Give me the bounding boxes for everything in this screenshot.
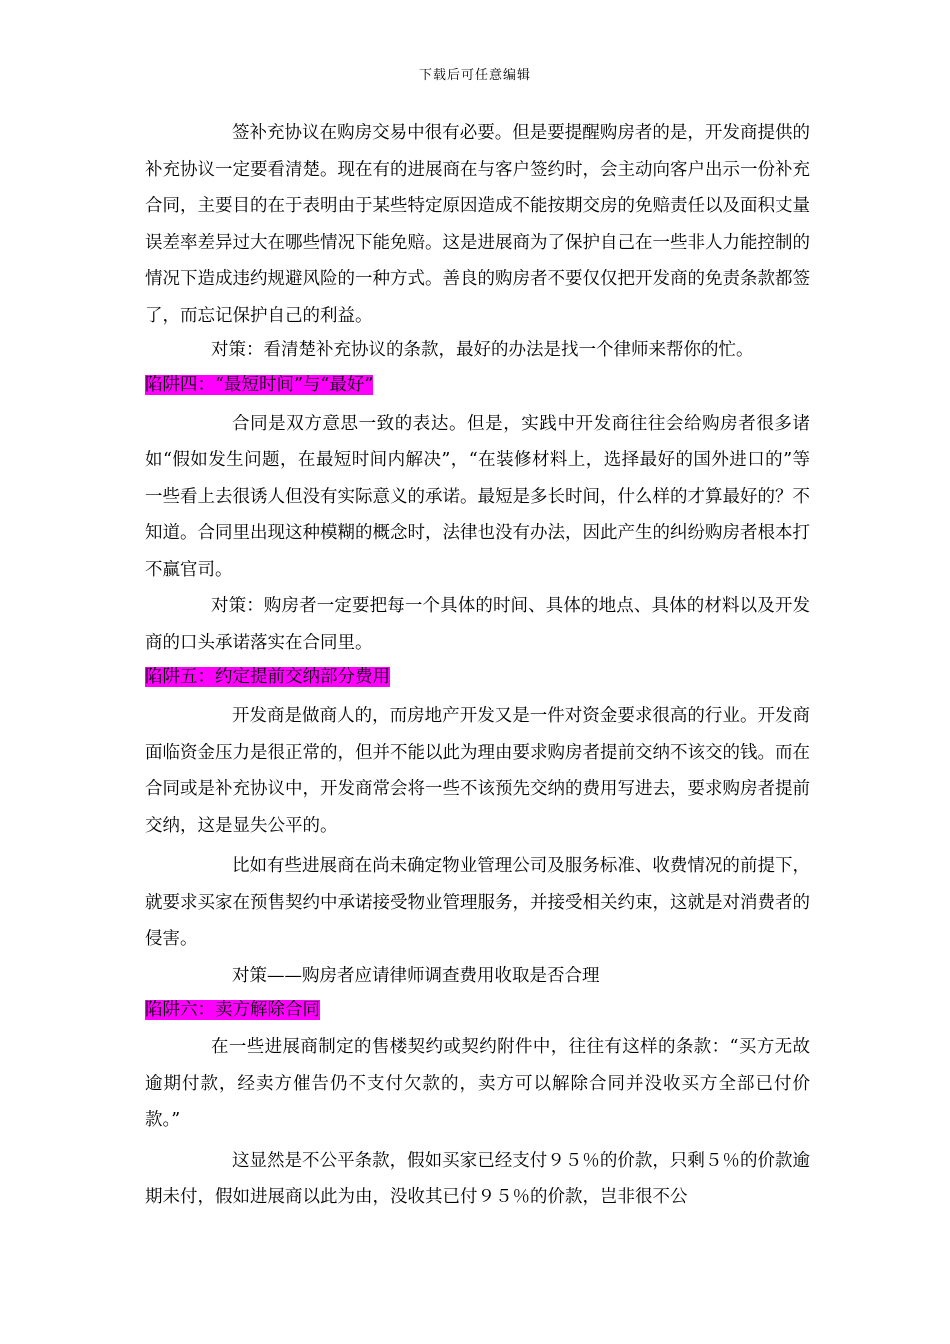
countermeasure: 对策——购房者应请律师调查费用收取是否合理 bbox=[232, 965, 600, 986]
section-heading-4 bbox=[145, 369, 810, 402]
countermeasure: 对策：购房者一定要把每一个具体的时间、具体的地点、具体的材料以及开发商的口头承诺落实在合同里。 bbox=[145, 596, 810, 653]
paragraph: 在一些进展商制定的售楼契约或契约附件中，往往有这样的条款：“买方无故逾期付款，经卖方催告仍不支付欠款的，卖方可以解除合同并没收买方全部已付价款。” bbox=[145, 1037, 810, 1130]
paragraph: 比如有些进展商在尚未确定物业管理公司及服务标准、收费情况的前提下，就要求买家在预售契约中承诺接受物业管理服务，并接受相关约束，这就是对消费者的侵害。 bbox=[145, 856, 810, 949]
document-body bbox=[145, 115, 810, 1216]
page-header: 下载后可任意编辑 bbox=[418, 68, 531, 83]
section-heading-5 bbox=[145, 661, 810, 694]
heading-highlight: 陷阱五：约定提前交纳部分费用 bbox=[145, 667, 390, 687]
countermeasure: 对策：看清楚补充协议的条款，最好的办法是找一个律师来帮你的忙。 bbox=[211, 340, 754, 360]
paragraph: 开发商是做商人的，而房地产开发又是一件对资金要求很高的行业。开发商面临资金压力是很正常的，但并不能以此为理由要求购房者提前交纳不该交的钱。而在合同或是补充协议中，开发商常会将一些不该预先交纳的费用写进去，要求购房者提前交纳，这是显失公平的。 bbox=[145, 706, 810, 836]
heading-highlight: 陷阱四：“最短时间”与“最好” bbox=[145, 374, 374, 395]
paragraph: 这显然是不公平条款，假如买家已经支付９５％的价款，只剩５％的价款逾期未付，假如进展商以此为由，没收其已付９５％的价款，岂非很不公 bbox=[145, 1150, 810, 1207]
section-heading-6 bbox=[145, 994, 810, 1027]
heading-highlight: 陷阱六：卖方解除合同 bbox=[145, 1000, 320, 1020]
paragraph: 合同是双方意思一致的表达。但是，实践中开发商往往会给购房者很多诸如“假如发生问题，在最短时间内解决”，“在装修材料上，选择最好的国外进口的”等一些看上去很诱人但没有实际意义的承诺。最短是多长时间，什么样的才算最好的？不知道。合同里出现这种模糊的概念时，法律也没有办法，因此产生的纠纷购房者根本打不赢官司。 bbox=[145, 413, 810, 580]
paragraph: 签补充协议在购房交易中很有必要。但是要提醒购房者的是，开发商提供的补充协议一定要看清楚。现在有的进展商在与客户签约时，会主动向客户出示一份补充合同，主要目的在于表明由于某些特定原因造成不能按期交房的免赔责任以及面积丈量误差率差异过大在哪些情况下能免赔。这是进展商为了保护自己在一些非人力能控制的情况下造成违约规避风险的一种方式。善良的购房者不要仅仅把开发商的免责条款都签了，而忘记保护自己的利益。 bbox=[145, 123, 810, 326]
